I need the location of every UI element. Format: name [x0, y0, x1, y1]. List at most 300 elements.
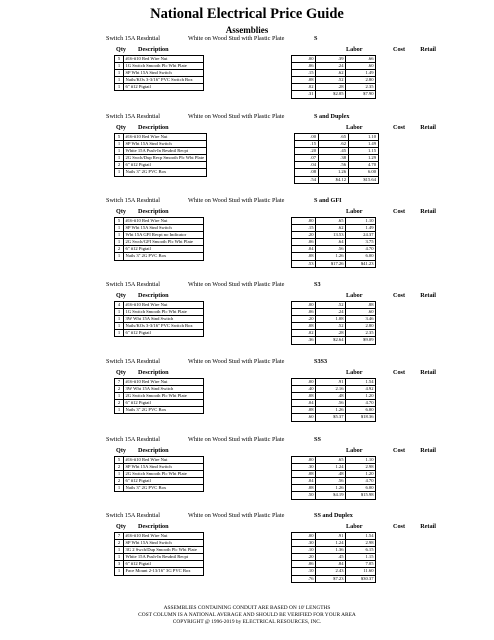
qty-cell: 1 [115, 63, 124, 70]
description-cell: 3W Wht 15A Stnd Switch [124, 386, 204, 393]
spacer-cell [204, 253, 292, 260]
labor-cell: .00 [292, 56, 316, 63]
spacer-cell [115, 337, 124, 344]
qty-cell: 1 [115, 70, 124, 77]
spacer-cell [204, 568, 292, 575]
qty-cell: 1 [115, 554, 124, 561]
qty-cell: 1 [115, 148, 124, 155]
qty-cell: 4 [115, 302, 124, 309]
cost-header: Cost [393, 208, 406, 215]
description-cell: 1G Switch Smooth Plc Wht Plate [124, 63, 204, 70]
labor-cell: .08 [292, 485, 316, 492]
labor-cell: .08 [292, 407, 316, 414]
cost-cell: 2.16 [316, 386, 346, 393]
total-retail-cell: $7.90 [346, 91, 376, 98]
table-row [115, 84, 376, 91]
total-row [115, 414, 376, 421]
total-row [115, 337, 376, 344]
cost-cell: .65 [316, 457, 346, 464]
table-row [115, 393, 376, 400]
spacer-cell [124, 91, 204, 98]
description-cell: SP Wht 15A Stnd Switch [124, 70, 204, 77]
spacer-cell [204, 457, 292, 464]
table-row [115, 457, 376, 464]
table-row [115, 225, 376, 232]
table-row [115, 471, 376, 478]
cost-cell: 1.36 [316, 547, 346, 554]
labor-cell: .20 [292, 316, 316, 323]
qty-cell: 5 [115, 134, 124, 141]
retail-cell: 11.60 [346, 568, 376, 575]
table-row [115, 70, 376, 77]
spacer-cell [204, 379, 292, 386]
table-row [115, 63, 376, 70]
retail-header: Retail [420, 369, 436, 376]
cost-cell: .39 [316, 56, 346, 63]
cost-cell: 1.26 [316, 485, 346, 492]
description-cell: Nails 3" 2G PVC Box [124, 169, 207, 176]
table-row [115, 253, 376, 260]
description-header: Description [138, 369, 169, 376]
cost-cell: .38 [318, 155, 348, 162]
description-cell: Nails 3" 2G PVC Box [124, 407, 204, 414]
cost-cell: .48 [316, 471, 346, 478]
section-code: S3S3 [314, 358, 328, 365]
cost-cell: .65 [318, 134, 348, 141]
spacer-cell [204, 464, 292, 471]
labor-cell: .08 [292, 393, 316, 400]
description-cell: #16-#10 Red Wire Nut [124, 56, 204, 63]
cost-cell: .64 [316, 239, 346, 246]
cost-cell: .65 [316, 218, 346, 225]
qty-header: Qty [116, 124, 126, 131]
cost-cell: .56 [316, 246, 346, 253]
qty-cell: 7 [115, 533, 124, 540]
table-row [115, 379, 376, 386]
description-cell: Nails 3" 2G PVC Box [124, 485, 204, 492]
qty-cell: 1 [115, 316, 124, 323]
description-cell: 2G Swch/Dup Recp Smooth Plc Wht Plate [125, 155, 205, 161]
spacer-cell [115, 575, 124, 582]
retail-cell: 1.29 [348, 155, 378, 162]
spacer-cell [204, 323, 292, 330]
cost-header: Cost [393, 292, 406, 299]
spacer-cell [204, 63, 292, 70]
retail-header: Retail [420, 46, 436, 53]
retail-header: Retail [420, 447, 436, 454]
retail-cell: 24.37 [346, 232, 376, 239]
retail-cell: 1.10 [348, 134, 378, 141]
labor-cell: .15 [294, 141, 318, 148]
labor-cell: .06 [292, 309, 316, 316]
retail-cell: .60 [346, 309, 376, 316]
description-cell: #16-#10 Red Wire Nut [124, 457, 204, 464]
section-category: Switch 15A Resdntial [106, 281, 160, 288]
cost-cell: .45 [318, 148, 348, 155]
table-row [115, 246, 376, 253]
spacer-cell [204, 309, 292, 316]
labor-cell: .04 [292, 246, 316, 253]
description-header: Description [138, 447, 169, 454]
qty-cell: 5 [115, 218, 124, 225]
cost-cell: 1.08 [316, 316, 346, 323]
table-row [115, 547, 376, 554]
spacer-cell [204, 478, 292, 485]
qty-cell: 1 [115, 232, 124, 239]
table-row [115, 561, 376, 568]
description-cell: 3W Wht 15A Stnd Switch [124, 316, 204, 323]
cost-cell: .45 [316, 554, 346, 561]
cost-cell: .52 [316, 77, 346, 84]
qty-cell: 2 [115, 464, 124, 471]
retail-cell: 1.15 [348, 148, 378, 155]
labor-header: Labor [346, 447, 363, 454]
qty-cell: 2 [115, 400, 124, 407]
cost-cell: .24 [316, 309, 346, 316]
qty-cell: 1 [115, 323, 124, 330]
description-cell: 2G Switch Smooth Plc Wht Plate [124, 393, 204, 400]
spacer-cell [124, 260, 204, 267]
cost-cell: .56 [318, 162, 348, 169]
total-retail-cell: $18.36 [346, 414, 376, 421]
spacer-cell [124, 176, 207, 183]
description-cell: 3G 2 Swch/Dup Smooth Plc Wht Plate [124, 547, 204, 554]
description-cell: White 15A Push-In Resdntl Recpt [124, 554, 204, 561]
qty-cell: 1 [115, 393, 124, 400]
retail-cell: 6.00 [348, 169, 378, 176]
labor-cell: .00 [292, 218, 316, 225]
table-row [115, 330, 376, 337]
labor-cell: .04 [292, 400, 316, 407]
cost-header: Cost [393, 447, 406, 454]
qty-cell: 2 [115, 386, 124, 393]
qty-header: Qty [116, 369, 126, 376]
cost-cell: .62 [316, 70, 346, 77]
section-category: Switch 15A Resdntial [106, 113, 160, 120]
total-retail-cell: $15.98 [346, 492, 376, 499]
table-row [115, 554, 376, 561]
retail-cell: 6.00 [346, 407, 376, 414]
total-row [115, 492, 376, 499]
spacer-cell [115, 492, 124, 499]
retail-cell: 4.70 [346, 478, 376, 485]
items-table [114, 217, 376, 268]
description-cell: SP Wht 15A Stnd Switch [124, 540, 204, 547]
labor-cell: .10 [292, 547, 316, 554]
description-cell: Nails 3" 2G PVC Box [124, 253, 204, 260]
qty-cell: 1 [115, 471, 124, 478]
table-row [115, 169, 379, 176]
retail-cell: 6.00 [346, 485, 376, 492]
qty-cell: 1 [115, 568, 124, 575]
table-row [115, 407, 376, 414]
retail-header: Retail [420, 208, 436, 215]
spacer-cell [204, 91, 292, 98]
table-row [115, 464, 376, 471]
labor-cell: .06 [292, 561, 316, 568]
retail-cell: 2.80 [346, 77, 376, 84]
qty-cell: 1 [115, 485, 124, 492]
total-cost-cell: $7.23 [316, 575, 346, 582]
labor-cell: .06 [292, 239, 316, 246]
retail-cell: 1.49 [346, 225, 376, 232]
qty-cell: 2 [115, 540, 124, 547]
labor-cell: .20 [294, 148, 318, 155]
table-row [115, 309, 376, 316]
section-description: White on Wood Stud with Plastic Plate [188, 197, 285, 204]
cost-cell: .48 [316, 393, 346, 400]
table-row [115, 134, 379, 141]
total-labor-cell: .53 [292, 260, 316, 267]
spacer-cell [204, 407, 292, 414]
description-cell: SP Wht 15A Stnd Switch [124, 225, 204, 232]
qty-cell: 7 [115, 379, 124, 386]
description-header: Description [138, 292, 169, 299]
spacer-cell [206, 176, 294, 183]
table-row [115, 77, 376, 84]
table-row [115, 56, 376, 63]
cost-cell: 1.26 [318, 169, 348, 176]
table-row [115, 478, 376, 485]
qty-cell: 1 [115, 239, 124, 246]
table-row [115, 400, 376, 407]
spacer-cell [204, 547, 292, 554]
labor-header: Labor [346, 369, 363, 376]
total-labor-cell: .54 [294, 176, 318, 183]
qty-header: Qty [116, 523, 126, 530]
labor-cell: .02 [292, 330, 316, 337]
cost-cell: .62 [318, 141, 348, 148]
qty-cell: 1 [115, 225, 124, 232]
cost-cell: .28 [316, 84, 346, 91]
retail-cell: 2.98 [346, 540, 376, 547]
spacer-cell [204, 400, 292, 407]
qty-cell: 1 [115, 407, 124, 414]
description-cell: #16-#10 Red Wire Nut [124, 134, 207, 141]
labor-cell: .00 [292, 533, 316, 540]
qty-cell: 1 [115, 253, 124, 260]
retail-cell: 1.20 [346, 393, 376, 400]
labor-cell: .08 [292, 471, 316, 478]
cost-cell: .91 [316, 533, 346, 540]
retail-cell: 4.70 [346, 246, 376, 253]
spacer-cell [204, 218, 292, 225]
table-row [115, 540, 376, 547]
labor-cell: .08 [292, 323, 316, 330]
table-row [115, 141, 379, 148]
section-description: White on Wood Stud with Plastic Plate [188, 512, 285, 519]
cost-cell: .52 [316, 302, 346, 309]
qty-cell: 1 [115, 77, 124, 84]
page-subtitle: Assemblies [225, 25, 269, 35]
spacer-cell [124, 575, 204, 582]
retail-cell: 3.75 [346, 239, 376, 246]
qty-cell: 1 [115, 330, 124, 337]
table-row [115, 568, 376, 575]
labor-cell: .04 [292, 478, 316, 485]
retail-cell: 2.35 [346, 84, 376, 91]
spacer-cell [204, 77, 292, 84]
qty-cell: 2 [115, 246, 124, 253]
labor-cell: .15 [292, 70, 316, 77]
cost-cell: .56 [316, 478, 346, 485]
total-retail-cell: $30.37 [346, 575, 376, 582]
section-code: S3 [314, 281, 321, 288]
table-row [115, 485, 376, 492]
description-header: Description [138, 523, 169, 530]
cost-cell: 1.26 [316, 253, 346, 260]
section-category: Switch 15A Resdntial [106, 358, 160, 365]
table-row [115, 533, 376, 540]
section-code: SS [314, 436, 321, 443]
section-code: S and GFI [314, 197, 342, 204]
total-cost-cell: $2.05 [316, 91, 346, 98]
spacer-cell [124, 492, 204, 499]
cost-cell: 1.26 [316, 407, 346, 414]
qty-cell: 1 [115, 547, 124, 554]
spacer-cell [204, 337, 292, 344]
qty-cell: 2 [115, 162, 124, 169]
labor-cell: .08 [292, 253, 316, 260]
description-header: Description [138, 46, 169, 53]
table-row [115, 323, 376, 330]
qty-header: Qty [116, 292, 126, 299]
retail-cell: 4.70 [348, 162, 378, 169]
description-cell: #16-#10 Red Wire Nut [124, 533, 204, 540]
spacer-cell [204, 485, 292, 492]
description-cell: SP Wht 15A Stnd Switch [124, 464, 204, 471]
labor-cell: .02 [292, 84, 316, 91]
spacer-cell [124, 337, 204, 344]
total-row [115, 91, 376, 98]
spacer-cell [206, 134, 294, 141]
total-row [115, 176, 379, 183]
labor-header: Labor [346, 292, 363, 299]
spacer-cell [115, 414, 124, 421]
description-cell: SP Wht 15A Stnd Switch [124, 141, 207, 148]
qty-header: Qty [116, 46, 126, 53]
retail-header: Retail [420, 523, 436, 530]
table-row [115, 155, 379, 162]
spacer-cell [204, 393, 292, 400]
labor-cell: .40 [292, 386, 316, 393]
section-description: White on Wood Stud with Plastic Plate [188, 113, 285, 120]
total-labor-cell: .60 [292, 414, 316, 421]
spacer-cell [204, 575, 292, 582]
description-cell: White 15A Push-In Resdntl Recpt [124, 148, 207, 155]
labor-cell: .00 [292, 302, 316, 309]
section-description: White on Wood Stud with Plastic Plate [188, 358, 285, 365]
total-labor-cell: .31 [292, 91, 316, 98]
section-code: S [314, 35, 318, 42]
spacer-cell [204, 386, 292, 393]
total-cost-cell: $4.19 [316, 492, 346, 499]
cost-cell: 13.53 [316, 232, 346, 239]
labor-cell: .00 [294, 134, 318, 141]
qty-cell: 1 [115, 155, 124, 162]
cost-cell: 1.24 [316, 464, 346, 471]
retail-cell: 1.20 [346, 471, 376, 478]
description-cell: 6" #12 Pigtail [124, 478, 204, 485]
description-cell: #16-#10 Red Wire Nut [124, 302, 204, 309]
spacer-cell [206, 169, 294, 176]
description-cell: 6" #12 Pigtail [124, 246, 204, 253]
section-description: White on Wood Stud with Plastic Plate [188, 35, 285, 42]
retail-cell: .66 [346, 56, 376, 63]
total-cost-cell: $5.37 [316, 414, 346, 421]
table-row [115, 162, 379, 169]
description-cell: 2G Swch/GFI Smooth Plc Wht Plate [124, 239, 204, 246]
qty-cell: 1 [115, 84, 124, 91]
labor-cell: .06 [292, 63, 316, 70]
table-row [115, 316, 376, 323]
page-title: National Electrical Price Guide [150, 6, 344, 22]
labor-cell: .20 [292, 554, 316, 561]
spacer-cell [204, 84, 292, 91]
section-category: Switch 15A Resdntial [106, 35, 160, 42]
spacer-cell [204, 414, 292, 421]
description-cell: 2G Switch Smooth Plc Wht Plate [124, 471, 204, 478]
table-row [115, 218, 376, 225]
cost-cell: .91 [316, 379, 346, 386]
labor-cell: .30 [292, 540, 316, 547]
labor-cell: .15 [292, 225, 316, 232]
total-labor-cell: .76 [292, 575, 316, 582]
items-table [114, 55, 376, 99]
total-cost-cell: $4.12 [318, 176, 348, 183]
items-table [114, 133, 379, 184]
total-row [115, 575, 376, 582]
total-cost-cell: $17.26 [316, 260, 346, 267]
qty-cell: 5 [115, 457, 124, 464]
spacer-cell [204, 225, 292, 232]
retail-cell: 3.46 [346, 316, 376, 323]
retail-cell: 7.05 [346, 561, 376, 568]
cost-cell: 2.43 [316, 568, 346, 575]
retail-cell: 6.15 [346, 547, 376, 554]
retail-cell: 1.54 [346, 379, 376, 386]
total-cost-cell: $2.64 [316, 337, 346, 344]
qty-header: Qty [116, 208, 126, 215]
section-code: S and Duplex [314, 113, 350, 120]
retail-cell: 1.49 [348, 141, 378, 148]
description-header: Description [138, 208, 169, 215]
table-row [115, 302, 376, 309]
description-cell: 1G Switch Smooth Plc Wht Plate [124, 309, 204, 316]
cost-cell: .24 [316, 63, 346, 70]
retail-cell: 1.15 [346, 554, 376, 561]
table-row [115, 239, 376, 246]
spacer-cell [204, 561, 292, 568]
description-header: Description [138, 124, 169, 131]
description-cell: Nails/KOs 3-3/16" PVC Switch Box [124, 323, 204, 330]
labor-cell: .08 [292, 77, 316, 84]
description-cell: Wht 15A GFI Recpt no Indicator [124, 232, 204, 239]
footer-line: COPYRIGHT @ 1996-2019 by ELECTRICAL RESOURCES, INC. [172, 619, 322, 625]
spacer-cell [204, 239, 292, 246]
retail-header: Retail [420, 292, 436, 299]
table-row [115, 386, 376, 393]
retail-cell: 2.98 [346, 464, 376, 471]
retail-cell: 6.00 [346, 253, 376, 260]
total-labor-cell: .50 [292, 492, 316, 499]
total-retail-cell: $15.64 [348, 176, 378, 183]
spacer-cell [204, 232, 292, 239]
table-row [115, 232, 376, 239]
labor-header: Labor [346, 124, 363, 131]
qty-cell: 3 [115, 561, 124, 568]
items-table [114, 456, 376, 500]
